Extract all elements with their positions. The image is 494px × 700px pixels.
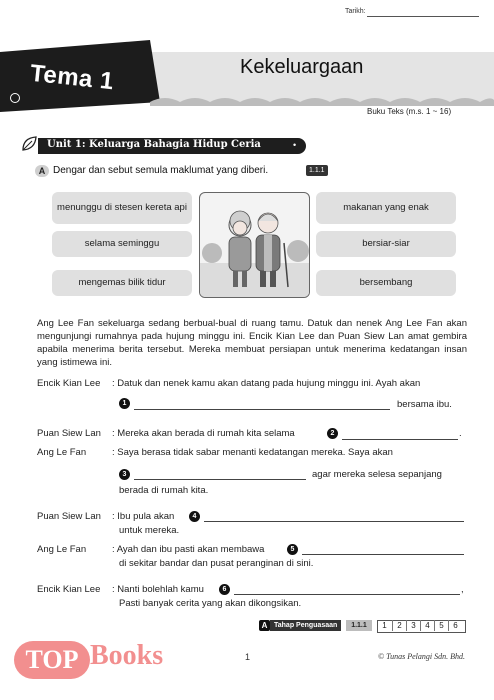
word-box: makanan yang enak xyxy=(316,192,456,224)
speaker-label: Puan Siew Lan xyxy=(37,428,101,439)
dialogue-text: : Saya berasa tidak sabar menanti kedatangan mereka. Saya akan xyxy=(112,447,393,458)
dialogue-text: di sekitar bandar dan pusat peranginan di sini. xyxy=(119,558,314,569)
punch-hole-icon xyxy=(10,93,20,103)
copyright-text: © Tunas Pelangi Sdn. Bhd. xyxy=(378,652,465,661)
logo-top: TOP xyxy=(14,641,90,679)
blank-number: 2 xyxy=(327,428,338,439)
logo-books: Books xyxy=(90,640,164,671)
dialogue-text: agar mereka selesa sepanjang xyxy=(312,469,442,480)
standard-code: 1.1.1 xyxy=(306,165,328,176)
dialogue-text: . xyxy=(459,428,462,439)
mastery-level-5[interactable]: 5 xyxy=(434,620,448,631)
leaf-icon xyxy=(20,134,40,154)
mastery-level-2[interactable]: 2 xyxy=(392,620,406,631)
dialogue-text: Pasti banyak cerita yang akan dikongsikan. xyxy=(119,598,302,609)
dialogue-text: : Datuk dan nenek kamu akan datang pada hujung minggu ini. Ayah akan xyxy=(112,378,421,389)
section-badge: A xyxy=(35,165,49,177)
word-box: bersiar-siar xyxy=(316,231,456,257)
blank-number: 3 xyxy=(119,469,130,480)
mastery-code: 1.1.1 xyxy=(346,620,372,631)
instruction-text: Dengar dan sebut semula maklumat yang diberi. xyxy=(53,165,269,176)
speaker-label: Puan Siew Lan xyxy=(37,511,101,522)
dialogue-text: : Mereka akan berada di rumah kita selama xyxy=(112,428,295,439)
theme-title: Tema 1 xyxy=(28,59,116,96)
answer-blank-5[interactable] xyxy=(302,554,464,555)
dialogue-text: berada di rumah kita. xyxy=(119,485,209,496)
chapter-title: Kekeluargaan xyxy=(240,56,364,78)
dialogue-text: bersama ibu. xyxy=(397,399,452,410)
mastery-badge: A xyxy=(259,620,270,631)
mastery-level-1[interactable]: 1 xyxy=(382,621,387,630)
word-box: selama seminggu xyxy=(52,231,192,257)
dialogue-text: : Ibu pula akan xyxy=(112,511,175,522)
blank-number: 6 xyxy=(219,584,230,595)
grandparents-illustration xyxy=(199,192,310,298)
story-passage: Ang Lee Fan sekeluarga sedang berbual-bual di ruang tamu. Datuk dan nenek Ang Lee Fan akan mengunjungi rumahnya pada hujung minggu ini. Encik Kian Lee dan Puan Siew Lan amat gembira apabila menerima berita tersebut. Mereka membuat persiapan untuk menerima kedatangan insan yang istimewa ini. xyxy=(37,318,467,368)
speaker-label: Ang Le Fan xyxy=(37,544,87,555)
date-line xyxy=(367,16,479,17)
mastery-level-6[interactable]: 6 xyxy=(448,620,462,631)
blank-number: 5 xyxy=(287,544,298,555)
blank-number: 4 xyxy=(189,511,200,522)
speaker-label: Ang Le Fan xyxy=(37,447,87,458)
word-box: bersembang xyxy=(316,270,456,296)
answer-blank-4[interactable] xyxy=(204,521,464,522)
page-number: 1 xyxy=(245,652,251,662)
answer-blank-3[interactable] xyxy=(134,479,306,480)
mastery-level-4[interactable]: 4 xyxy=(420,620,434,631)
unit-title: Unit 1: Keluarga Bahagia Hidup Ceria xyxy=(47,139,261,150)
mastery-label: Tahap Penguasaan xyxy=(270,620,341,631)
date-label: Tarikh: xyxy=(345,8,366,15)
dialogue-text: : Nanti bolehlah kamu xyxy=(112,584,204,595)
dialogue-text: untuk mereka. xyxy=(119,525,180,536)
word-box: mengemas bilik tidur xyxy=(52,270,192,296)
answer-blank-1[interactable] xyxy=(134,409,390,410)
answer-blank-6[interactable] xyxy=(234,594,460,595)
speaker-label: Encik Kian Lee xyxy=(37,378,101,389)
unit-bullet: • xyxy=(293,140,297,150)
dialogue-text: , xyxy=(461,584,464,595)
speaker-label: Encik Kian Lee xyxy=(37,584,101,595)
word-box: menunggu di stesen kereta api xyxy=(52,192,192,224)
book-reference: Buku Teks (m.s. 1 ~ 16) xyxy=(367,107,452,116)
answer-blank-2[interactable] xyxy=(342,439,458,440)
mastery-level-3[interactable]: 3 xyxy=(406,620,420,631)
dialogue-text: : Ayah dan ibu pasti akan membawa xyxy=(112,544,265,555)
blank-number: 1 xyxy=(119,398,130,409)
